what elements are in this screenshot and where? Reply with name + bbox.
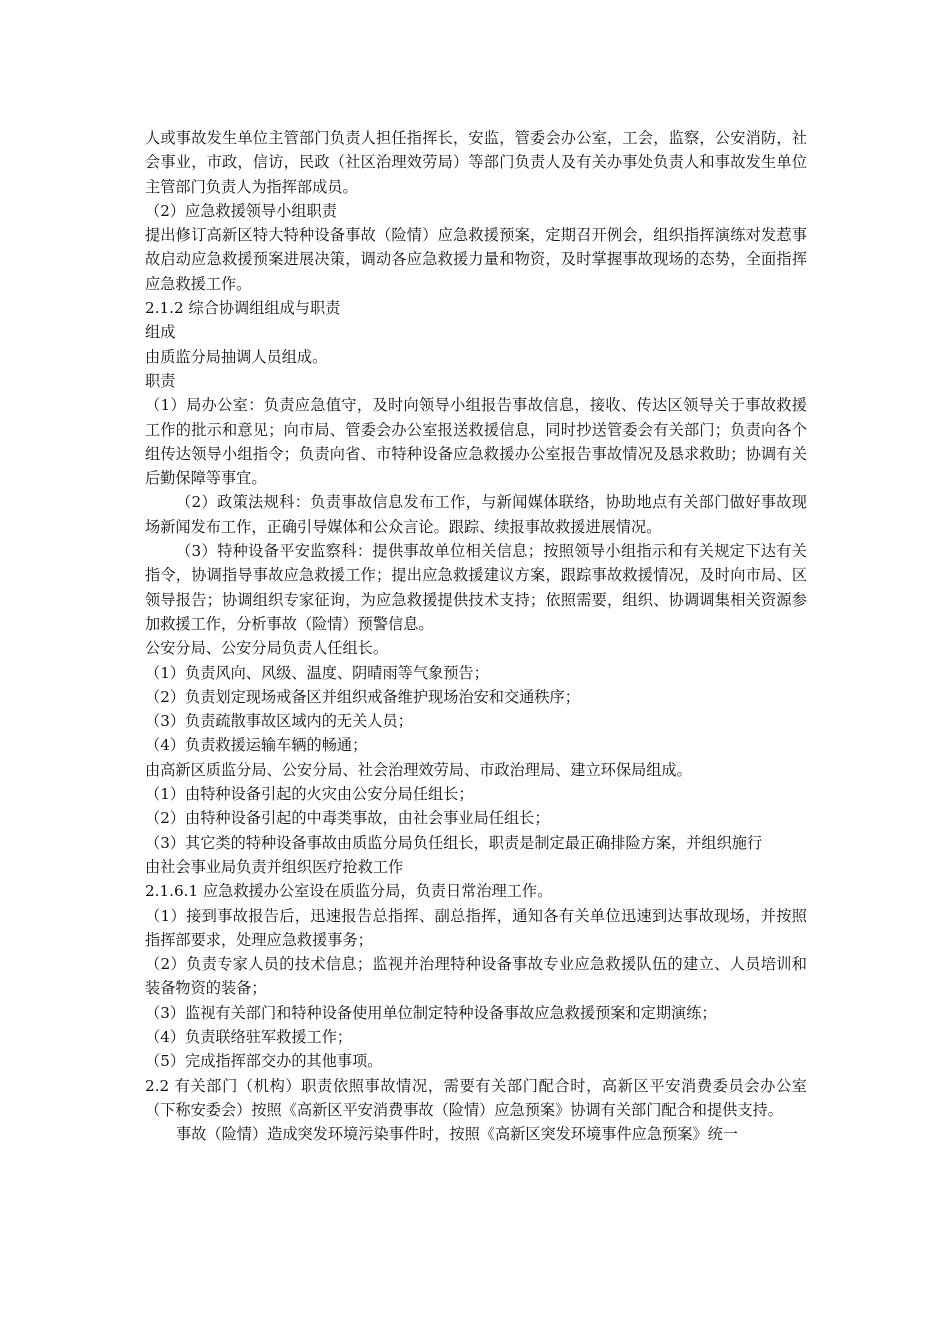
list-item-11: （4）负责联络驻军救援工作； xyxy=(145,1027,353,1046)
list-item-1: （1）负责风向、风级、温度、阴晴雨等气象预告； xyxy=(145,663,489,682)
subheading-duties: 职责 xyxy=(145,371,176,390)
list-item-12: （5）完成指挥部交办的其他事项。 xyxy=(145,1052,383,1071)
list-item-3: （3）负责疏散事故区域内的无关人员； xyxy=(145,712,413,731)
paragraph-16: 由高新区质监分局、公安分局、社会治理效劳局、市政治理局、建立环保局组成。 xyxy=(145,760,692,779)
paragraph-28: 事故（险情）造成突发环境污染事件时，按照《高新区突发环境事件应急预案》统一 xyxy=(176,1125,738,1144)
list-item-5: （1）由特种设备引起的火灾由公安分局任组长； xyxy=(145,785,474,804)
paragraph-6: 由质监分局抽调人员组成。 xyxy=(145,347,328,366)
paragraph-8: （1）局办公室：负责应急值守，及时向领导小组报告事故信息，接收、传达区领导关于事故救援工作的批示和意见；向市局、管委会办公室报送救援信息，同时抄送管委会有关部门；负责向各个组传达领导小组指令；负责向省、市特种设备应急救援办公室报告事故情况及恳求救助；协调有关后勤保障等事宜。 xyxy=(145,396,807,488)
list-item-8: （1）接到事故报告后，迅速报告总指挥、副总指挥，通知各有关单位迅速到达事故现场，并按照指挥部要求，处理应急救援事务； xyxy=(145,906,807,949)
section-heading-2-2: 2.2 有关部门（机构）职责依照事故情况，需要有关部门配合时，高新区平安消费委员会办公室（下称安委会）按照《高新区平安消费事故（险情）应急预案》协调有关部门配合和提供支持。 xyxy=(145,1076,807,1119)
paragraph-2: （2）应急救援领导小组职责 xyxy=(145,201,337,220)
section-heading-2-1-6-1: 2.1.6.1 应急救援办公室设在质监分局，负责日常治理工作。 xyxy=(145,882,553,901)
paragraph-20: 由社会事业局负责并组织医疗抢救工作 xyxy=(145,857,404,876)
section-heading-2-1-2: 2.1.2 综合协调组组成与职责 xyxy=(145,299,341,318)
list-item-7: （3）其它类的特种设备事故由质监分局负任组长，职责是制定最正确排险方案，并组织施行 xyxy=(145,833,763,852)
list-item-10: （3）监视有关部门和特种设备使用单位制定特种设备事故应急救援预案和定期演练； xyxy=(145,1003,717,1022)
paragraph-11: 公安分局、公安分局负责人任组长。 xyxy=(145,639,388,658)
paragraph-1: 人或事故发生单位主管部门负责人担任指挥长，安监，管委会办公室，工会，监察，公安消防，社会事业，市政，信访，民政（社区治理效劳局）等部门负责人及有关办事处负责人和事故发生单位主管部门负责人为指挥部成员。 xyxy=(145,129,807,196)
paragraph-9: （2）政策法规科：负责事故信息发布工作，与新闻媒体联络，协助地点有关部门做好事故现场新闻发布工作，正确引导媒体和公众言论。跟踪、续报事故救援进展情况。 xyxy=(145,493,807,536)
paragraph-10: （3）特种设备平安监察科：提供事故单位相关信息；按照领导小组指示和有关规定下达有关指令，协调指导事故应急救援工作；提出应急救援建议方案，跟踪事故救援情况，及时向市局、区领导报告；协调组织专家征询，为应急救援提供技术支持；依照需要，组织、协调调集相关资源参加救援工作，分析事故（险情）预警信息。 xyxy=(145,542,807,633)
list-item-4: （4）负责救援运输车辆的畅通； xyxy=(145,736,368,755)
document-body xyxy=(145,126,807,1146)
list-item-6: （2）由特种设备引起的中毒类事故，由社会事业局任组长； xyxy=(145,809,550,828)
list-item-2: （2）负责划定现场戒备区并组织戒备维护现场治安和交通秩序； xyxy=(145,687,580,706)
subheading-composition: 组成 xyxy=(145,323,176,342)
list-item-9: （2）负责专家人员的技术信息；监视并治理特种设备事故专业应急救援队伍的建立、人员培训和装备物资的装备； xyxy=(145,955,807,998)
paragraph-3: 提出修订高新区特大特种设备事故（险情）应急救援预案，定期召开例会，组织指挥演练对发惹事故启动应急救援预案进展决策，调动各应急救援力量和物资，及时掌握事故现场的态势，全面指挥应急救援工作。 xyxy=(145,226,807,293)
